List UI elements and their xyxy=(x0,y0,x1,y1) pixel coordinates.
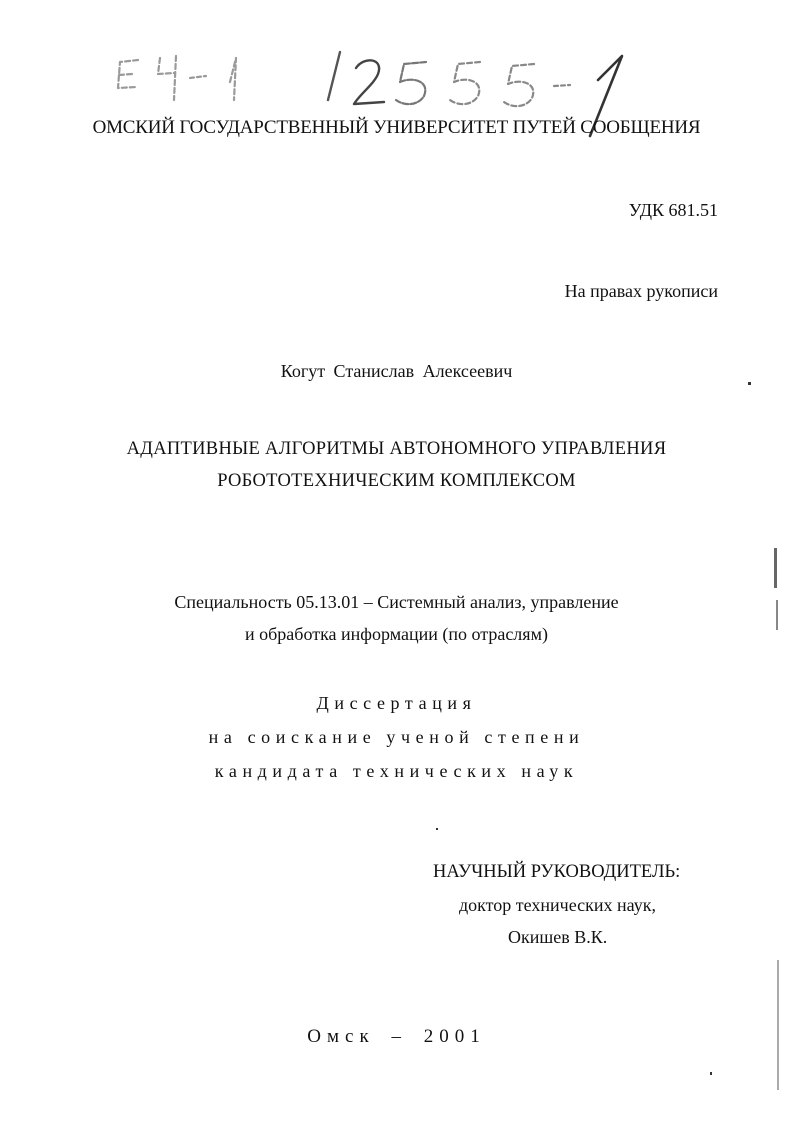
scan-artifact xyxy=(710,1072,712,1075)
scan-artifact xyxy=(774,548,777,588)
udk-code: УДК 681.51 xyxy=(628,200,718,220)
scan-artifact xyxy=(776,600,778,630)
scan-artifact xyxy=(777,960,779,1090)
specialty-line-1: Специальность 05.13.01 – Системный анализ, управление xyxy=(174,592,619,612)
supervisor-degree: доктор технических наук, xyxy=(459,895,656,915)
thesis-title-line-1: АДАПТИВНЫЕ АЛГОРИТМЫ АВТОНОМНОГО УПРАВЛЕНИЯ xyxy=(126,439,667,459)
scan-artifact xyxy=(748,382,751,385)
degree-name-line: кандидата технических наук xyxy=(214,761,579,781)
supervisor-name: Окишев В.К. xyxy=(508,927,608,947)
dissertation-label: Диссертация xyxy=(316,693,477,713)
manuscript-rights-note: На правах рукописи xyxy=(564,281,718,301)
university-name: ОМСКИЙ ГОСУДАРСТВЕННЫЙ УНИВЕРСИТЕТ ПУТЕЙ СООБЩЕНИЯ xyxy=(92,117,701,138)
author-name: Когут Станислав Алексеевич xyxy=(280,361,513,381)
thesis-title-line-2: РОБОТОТЕХНИЧЕСКИМ КОМПЛЕКСОМ xyxy=(217,471,576,491)
supervisor-heading: НАУЧНЫЙ РУКОВОДИТЕЛЬ: xyxy=(433,862,681,882)
scan-artifact xyxy=(436,828,438,830)
degree-purpose-line: на соискание ученой степени xyxy=(208,727,585,747)
city-and-year: Омск – 2001 xyxy=(307,1026,486,1047)
specialty-line-2: и обработка информации (по отраслям) xyxy=(245,624,548,644)
